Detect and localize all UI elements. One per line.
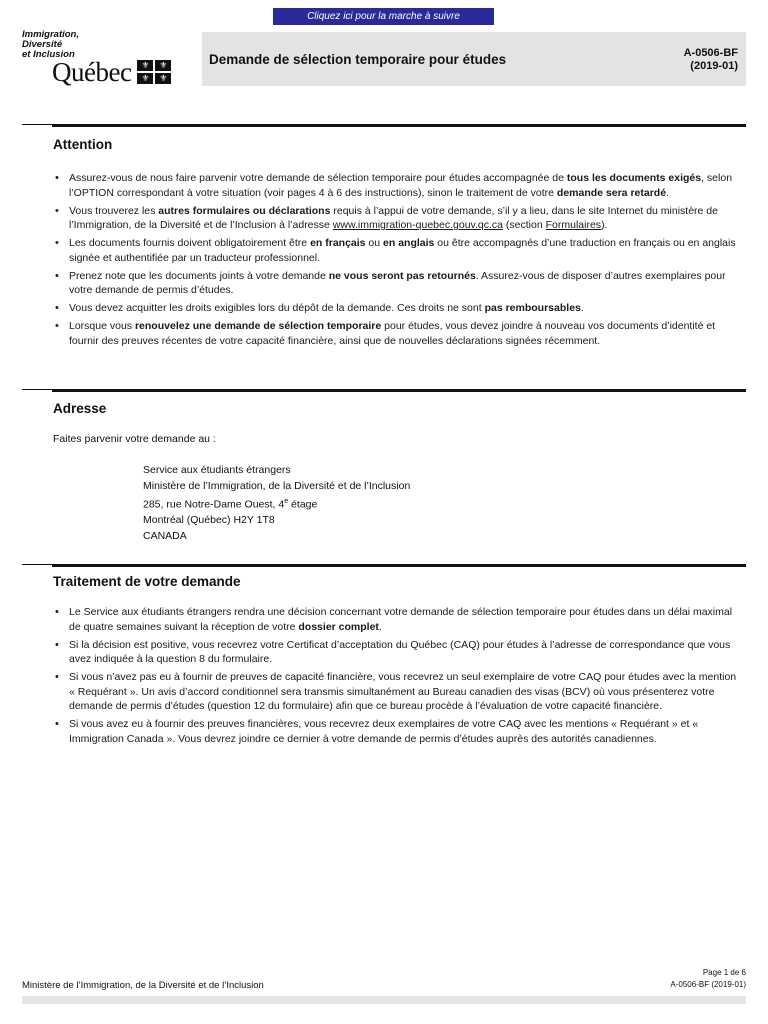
bullet-text: ou être accompagnés d’une traduction en français ou en anglais signée et authentifiée par un traducteur professionnel. xyxy=(69,237,736,264)
address-line: CANADA xyxy=(143,529,187,542)
footer-form-code: A-0506-BF (2019-01) xyxy=(670,980,746,989)
bullet-text: Lorsque vous xyxy=(69,320,135,332)
attention-list xyxy=(53,171,743,352)
form-code: A-0506-BF xyxy=(683,47,738,59)
bullet-text: en anglais xyxy=(383,237,435,249)
bullet-text: Le Service aux étudiants étrangers rendra une décision concernant votre demande de sélection temporaire pour études dans un délai maximal de quatre semaines suivant la réception de votre xyxy=(69,606,733,633)
bullet-item xyxy=(53,236,743,265)
link-text[interactable]: www.immigration-quebec.gouv.qc.ca xyxy=(332,219,504,231)
bullet-text: . xyxy=(378,620,382,633)
bullet-item xyxy=(53,319,743,348)
bullet-item xyxy=(53,717,743,746)
bullet-item xyxy=(53,605,743,634)
bullet-text: , selon l’OPTION correspondant à votre situation (voir pages 4 à 6 des instructions), sinon le traitement de votre xyxy=(69,172,733,199)
section-divider xyxy=(52,564,746,567)
bullet-text: demande sera retardé xyxy=(556,186,667,199)
fleurdelise-flag-icon: ⚜ ⚜ ⚜ ⚜ xyxy=(137,60,171,84)
processing-section xyxy=(22,564,746,745)
ministry-name-line-1: Immigration, xyxy=(22,29,80,40)
instructions-link-button[interactable]: Cliquez ici pour la marche à suivre xyxy=(273,8,494,25)
section-divider xyxy=(52,124,746,127)
section-divider-lead xyxy=(22,124,52,125)
document-title: Demande de sélection temporaire pour études xyxy=(209,52,507,67)
bullet-text: renouvelez une demande de sélection temporaire xyxy=(134,320,382,332)
address-intro: Faites parvenir votre demande au : xyxy=(53,433,216,445)
attention-heading: Attention xyxy=(53,137,113,152)
bullet-item xyxy=(53,171,743,200)
form-title-bar xyxy=(202,32,746,86)
processing-heading: Traitement de votre demande xyxy=(53,574,241,589)
bullet-text: . xyxy=(580,302,584,314)
link-text[interactable]: Formulaires xyxy=(545,219,602,231)
quebec-wordmark-row xyxy=(52,58,171,86)
address-line: Ministère de l’Immigration, de la Diversité et de l’Inclusion xyxy=(143,479,411,492)
address-line: Service aux étudiants étrangers xyxy=(143,464,291,476)
address-line: Montréal (Québec) H2Y 1T8 xyxy=(143,514,275,526)
bullet-text: requis à l’appui de votre demande, s’il y a lieu, dans le site Internet du ministère de l’Immigration, de la Diversité et de l’Inclusion à l’adresse xyxy=(69,204,718,231)
bullet-item xyxy=(53,638,743,667)
section-divider xyxy=(52,389,746,392)
form-date: (2019-01) xyxy=(690,60,738,72)
bullet-item xyxy=(53,269,743,298)
form-identifier xyxy=(684,47,738,73)
bullet-text: tous les documents exigés xyxy=(566,172,702,184)
section-divider-lead xyxy=(22,389,52,390)
bullet-text: Si vous avez eu à fournir des preuves financières, vous recevrez deux exemplaires de votre CAQ avec les mentions « Requérant » et « Immigration Canada ». Vous devrez joindre ce dernier à votre demande de permis d’études auprès des autorités canadiennes. xyxy=(69,718,699,745)
bullet-text: en français xyxy=(310,237,366,249)
bullet-text: Prenez note que les documents joints à votre demande xyxy=(69,269,329,282)
page-number: Page 1 de 6 xyxy=(702,968,746,977)
ministry-name-line-3: et Inclusion xyxy=(22,49,75,60)
bullet-text: Les documents fournis doivent obligatoirement être xyxy=(69,237,311,249)
section-divider-lead xyxy=(22,564,52,565)
bullet-text: (section xyxy=(503,219,546,231)
quebec-logo xyxy=(22,30,202,88)
bullet-text: Si la décision est positive, vous recevrez votre Certificat d’acceptation du Québec (CAQ) pour études à l’adresse de correspondance que vous avez indiquée à la question 8 du formulaire. xyxy=(69,638,731,665)
ministry-name-line-2: Diversité xyxy=(22,39,63,50)
bullet-text: Assurez-vous de nous faire parvenir votre demande de sélection temporaire pour études accompagnée de xyxy=(69,172,567,184)
bullet-item xyxy=(53,301,743,316)
bullet-text: Si vous n’avez pas eu à fournir de preuves de capacité financière, vous recevrez un seul exemplaire de votre CAQ pour études avec la mention « Requérant ». Un avis d’accord conditionnel sera transmis simultanément au Bureau canadien des visas (BCV) où vous présenterez votre demande de permis d’études (question 12 du formulaire) afin que ce bureau procède à l’évaluation de votre capacité financière. xyxy=(69,671,737,712)
processing-list xyxy=(53,605,743,750)
address-line: 285, rue Notre-Dame Ouest, 4e étage xyxy=(143,498,318,511)
bullet-item xyxy=(53,670,743,714)
bullet-text: pour études, vous devez joindre à nouveau vos documents d’identité et fournir des preuves récentes de votre capacité financière, ainsi que de nouvelles déclarations signées récemment. xyxy=(69,320,716,347)
attention-section xyxy=(22,124,746,347)
bullet-text: ne vous seront pas retournés xyxy=(328,269,476,282)
quebec-wordmark: Québec xyxy=(52,57,132,87)
mailing-address xyxy=(143,463,410,544)
bullet-text: Vous trouverez les xyxy=(69,204,159,217)
bullet-text: ). xyxy=(601,219,608,231)
footer-band xyxy=(22,996,746,1004)
bullet-text: ou xyxy=(365,237,384,249)
bullet-text: pas remboursables xyxy=(484,302,581,314)
footer-ministry: Ministère de l’Immigration, de la Diversité et de l’Inclusion xyxy=(22,980,264,991)
address-section xyxy=(22,389,746,416)
bullet-item xyxy=(53,204,743,233)
bullet-text: . Assurez-vous de disposer d’autres exemplaires pour votre demande de permis d’études. xyxy=(69,269,726,296)
bullet-text: Vous devez acquitter les droits exigibles lors du dépôt de la demande. Ces droits ne sont xyxy=(69,302,485,314)
address-heading: Adresse xyxy=(53,401,107,416)
bullet-text: autres formulaires ou déclarations xyxy=(158,204,331,217)
bullet-text: . xyxy=(666,186,669,199)
bullet-text: dossier complet xyxy=(298,620,379,633)
footer-page-info xyxy=(670,967,746,991)
